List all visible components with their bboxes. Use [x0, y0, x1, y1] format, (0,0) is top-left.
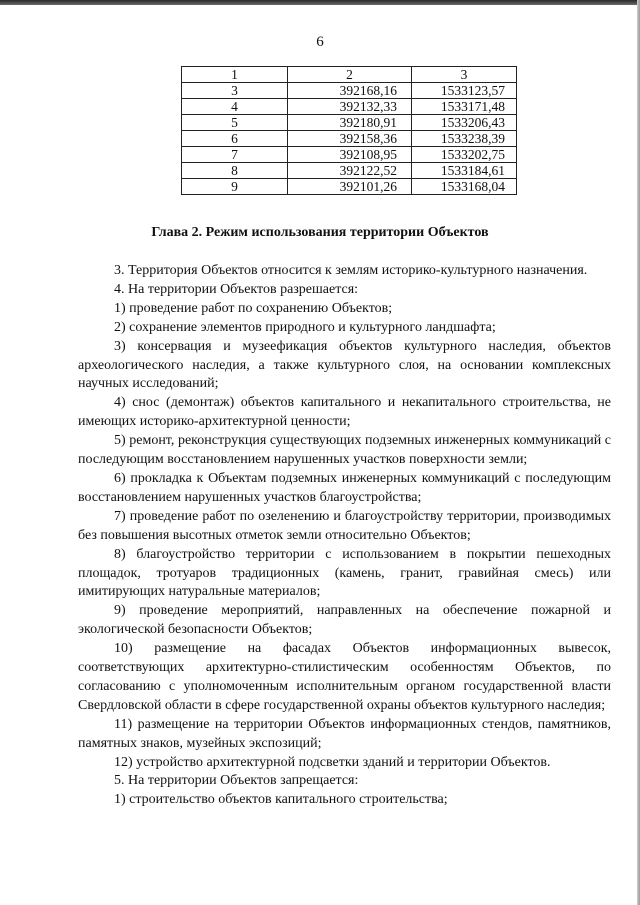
table-row [182, 163, 517, 179]
point-number-cell: 7 [182, 147, 288, 163]
point-number-cell: 9 [182, 179, 288, 195]
x-coordinate-cell: 392108,95 [288, 147, 412, 163]
x-coordinate-cell: 392132,33 [288, 99, 412, 115]
paragraph: 1) проведение работ по сохранению Объектов; [114, 300, 393, 316]
paragraph: 8) благоустройство территории с использованием в покрытии пешеходных площадок, тротуаров традиционных (камень, гранит, гравийная смесь) или имитирующих натуральные материалов; [78, 546, 611, 600]
paragraph: 11) размещение на территории Объектов информационных стендов, памятников, памятных знаков, музейных экспозиций; [78, 716, 611, 751]
y-coordinate-cell: 1533171,48 [412, 99, 517, 115]
y-coordinate-cell: 1533123,57 [412, 83, 517, 99]
point-number-cell: 3 [182, 83, 288, 99]
paragraph: 6) прокладка к Объектам подземных инженерных коммуникаций с последующим восстановлением нарушенных участков благоустройства; [78, 470, 611, 505]
table-header-row [182, 67, 517, 83]
paragraph: 12) устройство архитектурной подсветки зданий и территории Объектов. [114, 754, 551, 770]
page-number: 6 [316, 34, 324, 50]
table-row [182, 99, 517, 115]
paragraph: 5. На территории Объектов запрещается: [114, 773, 359, 789]
paragraph: 4. На территории Объектов разрешается: [114, 281, 359, 297]
paragraph: 4) снос (демонтаж) объектов капитального и некапитального строительства, не имеющих историко-архитектурной ценности; [78, 395, 611, 430]
coordinates-table [181, 66, 517, 195]
paragraph: 3. Территория Объектов относится к землям историко-культурного назначения. [114, 263, 588, 278]
paragraph: 7) проведение работ по озеленению и благоустройству территории, производимых без повышения высотных отметок земли относительно Объектов; [78, 508, 611, 543]
x-coordinate-cell: 392158,36 [288, 131, 412, 147]
x-coordinate-cell: 392180,91 [288, 115, 412, 131]
x-coordinate-cell: 392122,52 [288, 163, 412, 179]
paragraph: 3) консервация и музеефикация объектов культурного наследия, объектов археологического наследия, а также культурного слоя, на основании комплексных научных исследований; [78, 338, 611, 392]
table-row [182, 115, 517, 131]
point-number-cell: 5 [182, 115, 288, 131]
table-header-cell: 3 [412, 67, 517, 83]
y-coordinate-cell: 1533184,61 [412, 163, 517, 179]
x-coordinate-cell: 392101,26 [288, 179, 412, 195]
paragraph: 2) сохранение элементов природного и культурного ландшафта; [114, 319, 496, 335]
y-coordinate-cell: 1533206,43 [412, 115, 517, 131]
y-coordinate-cell: 1533238,39 [412, 131, 517, 147]
paragraph: 5) ремонт, реконструкция существующих подземных инженерных коммуникаций с последующим восстановлением нарушенных участков поверхности земли; [78, 433, 611, 468]
scan-border-top [0, 0, 640, 5]
table-header-cell: 1 [182, 67, 288, 83]
paragraph: 10) размещение на фасадах Объектов информационных вывесок, соответствующих архитектурно-стилистическим особенностям Объектов, по согласованию с уполномоченным исполнительным органом государственной власти Свердловской области в сфере государственной охраны объектов культурного наследия; [78, 641, 611, 713]
chapter-title: Глава 2. Режим использования территории Объектов [151, 225, 489, 240]
table-row [182, 147, 517, 163]
body-text [78, 262, 611, 810]
table-row [182, 83, 517, 99]
y-coordinate-cell: 1533168,04 [412, 179, 517, 195]
point-number-cell: 6 [182, 131, 288, 147]
table-row [182, 131, 517, 147]
x-coordinate-cell: 392168,16 [288, 83, 412, 99]
point-number-cell: 4 [182, 99, 288, 115]
point-number-cell: 8 [182, 163, 288, 179]
paragraph: 1) строительство объектов капитального строительства; [114, 792, 448, 808]
y-coordinate-cell: 1533202,75 [412, 147, 517, 163]
table-row [182, 179, 517, 195]
paragraph: 9) проведение мероприятий, направленных на обеспечение пожарной и экологической безопасности Объектов; [78, 603, 611, 638]
table-header-cell: 2 [288, 67, 412, 83]
